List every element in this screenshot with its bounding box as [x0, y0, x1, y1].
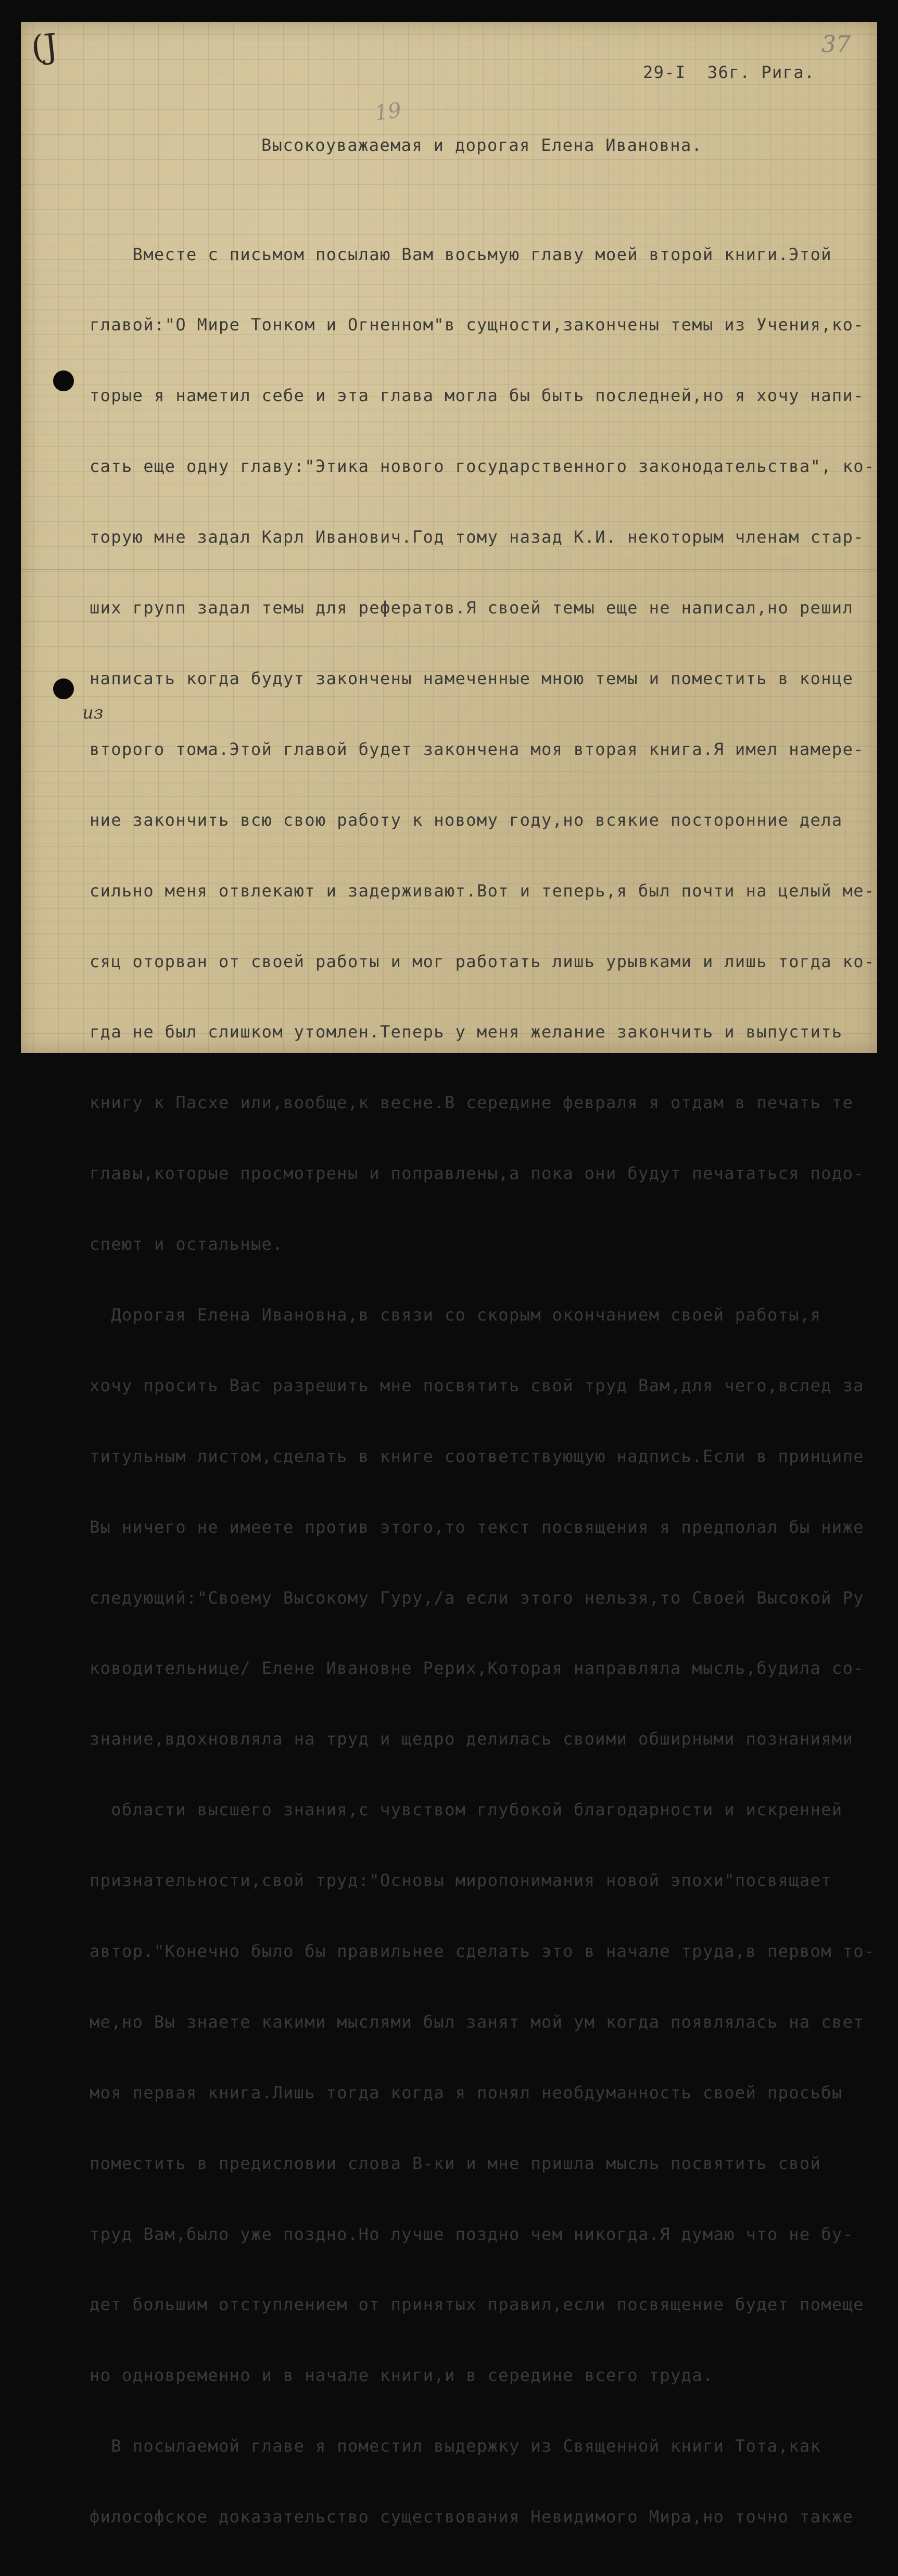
- body-line: хочу просить Вас разрешить мне посвятить свой труд Вам,для чего,вслед за: [90, 1375, 864, 1395]
- body-line: ме,но Вы знаете какими мыслями был занят мой ум когда появлялась на свет: [90, 2011, 864, 2032]
- body-line: Вместе с письмом посылаю Вам восьмую главу моей второй книги.Этой: [90, 244, 832, 264]
- body-line: но одновременно и в начале книги,и в середине всего труда.: [90, 2365, 714, 2386]
- body-line: второго тома.Этой главой будет закончена моя вторая книга.Я имел намере-: [90, 739, 864, 759]
- body-line: торую мне задал Карл Иванович.Год тому назад К.И. некоторым членам стар-: [90, 527, 864, 547]
- body-line: сяц оторван от своей работы и мог работать лишь урывками и лишь тогда ко-: [90, 951, 875, 971]
- body-line: титульным листом,сделать в книге соответствующую надпись.Если в принципе: [90, 1446, 864, 1466]
- body-line: книгу к Пасхе или,вообще,к весне.В середине февраля я отдам в печать те: [90, 1093, 854, 1113]
- body-line: главой:"О Мире Тонком и Огненном"в сущности,закончены темы из Учения,ко-: [90, 315, 864, 335]
- body-line: труд Вам,было уже поздно.Но лучше поздно чем никогда.Я думаю что не бу-: [90, 2224, 854, 2244]
- punch-hole-bottom: [53, 678, 74, 699]
- body-line: главы,которые просмотрены и поправлены,а пока они будут печататься подо-: [90, 1163, 864, 1184]
- body-line: ководительнице/ Елене Ивановне Рерих,Которая направляла мысль,будила со-: [90, 1658, 864, 1678]
- handwritten-correction: из: [82, 702, 104, 723]
- letter-salutation: Высокоуважаемая и дорогая Елена Ивановна.: [261, 135, 703, 155]
- body-line: написать когда будут закончены намеченные мною темы и поместить в конце: [90, 668, 854, 688]
- body-line: знание,вдохновляла на труд и щедро делилась своими обширными познаниями: [90, 1729, 854, 1749]
- body-line: дет большим отступлением от принятых правил,если посвящение будет помеще: [90, 2295, 864, 2315]
- body-line: торые я наметил себе и эта глава могла бы быть последней,но я хочу напи-: [90, 386, 864, 406]
- body-line: спеют и остальные.: [90, 1234, 283, 1254]
- body-line: моя первая книга.Лишь тогда когда я понял необдуманность своей просьбы: [90, 2082, 843, 2103]
- body-line: В посылаемой главе я поместил выдержку из Священной книги Тота,как: [90, 2436, 821, 2456]
- body-line: ших групп задал темы для рефератов.Я своей темы еще не написал,но решил: [90, 598, 854, 618]
- body-line: сать еще одну главу:"Этика нового государственного законодательства", ко-: [90, 456, 875, 477]
- body-line: автор."Конечно было бы правильнее сделать это в начале труда,в первом то-: [90, 1941, 875, 1961]
- letter-date-place: 29-I 36г. Рига.: [643, 62, 815, 82]
- body-line: ние закончить всю свою работу к новому году,но всякие посторонние дела: [90, 810, 843, 830]
- letter-page: [21, 22, 877, 2527]
- body-line: сильно меня отвлекают и задерживают.Вот и теперь,я был почти на целый ме-: [90, 880, 875, 901]
- corner-handwritten-mark: (J: [29, 27, 60, 68]
- body-line: признательности,свой труд:"Основы миропонимания новой эпохи"посвящает: [90, 1870, 832, 1891]
- body-line: области высшего знания,с чувством глубокой благодарности и искренней: [90, 1800, 843, 1820]
- page-number: 37: [821, 31, 851, 58]
- body-line: поместить в предисловии слова В-ки и мне пришла мысль посвятить свой: [90, 2153, 821, 2173]
- body-line: гда не был слишком утомлен.Теперь у меня желание закончить и выпустить: [90, 1022, 843, 1042]
- body-line: следующий:"Своему Высокому Гуру,/а если этого нельзя,то Своей Высокой Ру: [90, 1587, 864, 1608]
- body-line: философское доказательство существования Невидимого Мира,но точно также: [90, 2507, 854, 2527]
- body-line: Дорогая Елена Ивановна,в связи со скорым окончанием своей работы,я: [90, 1304, 821, 1325]
- archive-pencil-note: 19: [373, 98, 403, 126]
- punch-hole-top: [53, 370, 74, 391]
- body-line: Вы ничего не имеете против этого,то текст посвящения я предполал бы ниже: [90, 1517, 864, 1537]
- letter-body: [90, 196, 875, 2576]
